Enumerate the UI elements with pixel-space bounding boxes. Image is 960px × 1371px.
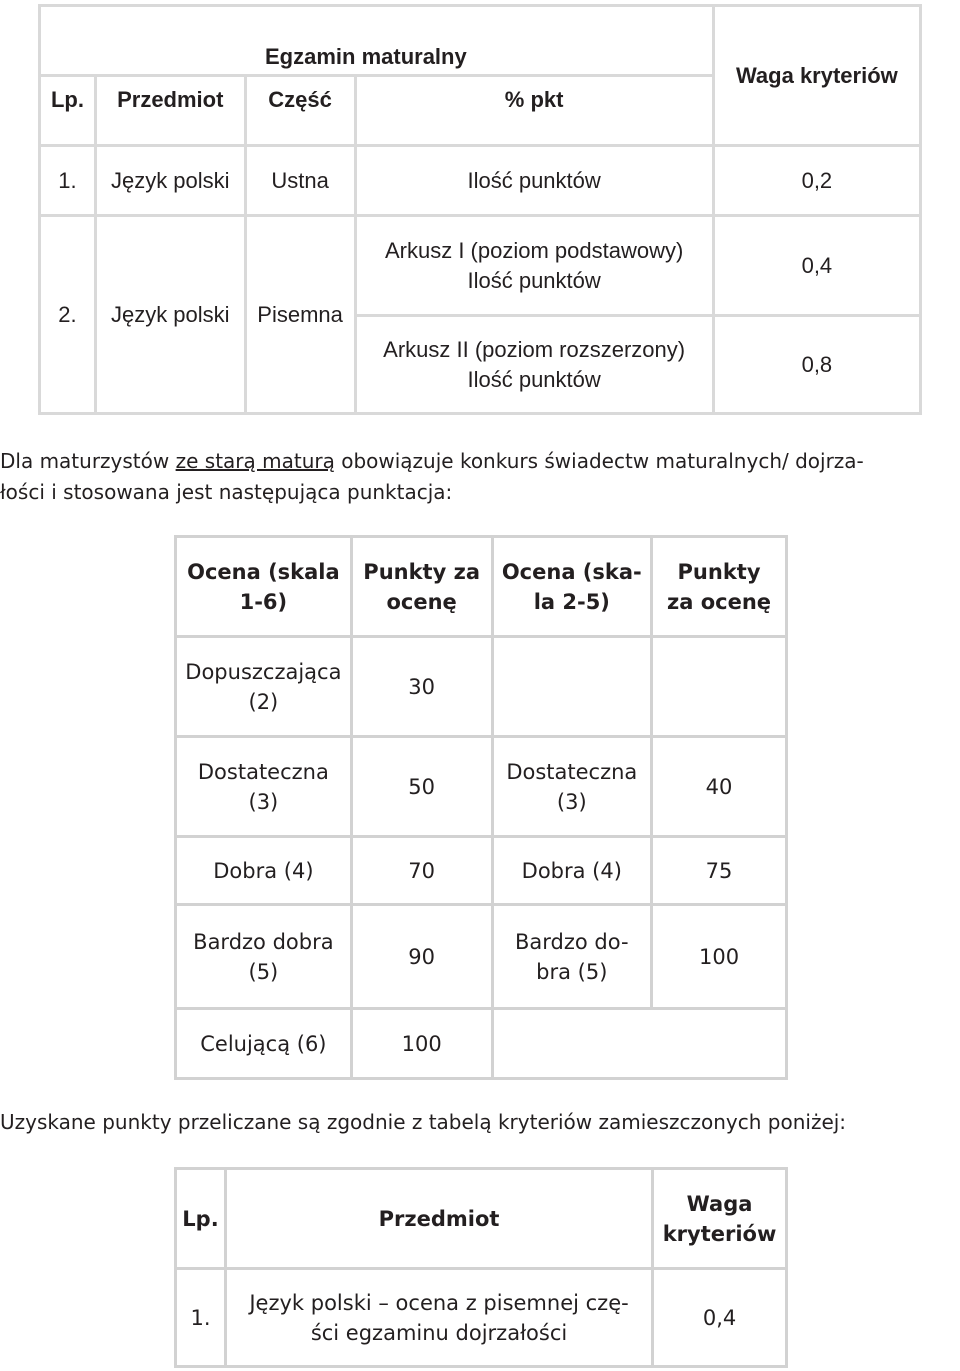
exam-header-group: Egzamin maturalny bbox=[40, 6, 714, 76]
subject-line: Język polski – ocena z pisemnej czę- bbox=[249, 1290, 629, 1315]
cell-line: Bardzo do- bbox=[515, 929, 629, 954]
grade-1-6 bbox=[176, 837, 352, 905]
row-part: Ustna bbox=[245, 146, 355, 216]
row-pct: Ilość punktów bbox=[355, 146, 713, 216]
grade-2-5 bbox=[492, 837, 652, 905]
col-header bbox=[176, 537, 352, 637]
col-header-subject: Przedmiot bbox=[225, 1169, 652, 1269]
header-line: Punkty bbox=[677, 559, 761, 584]
grade-1-6 bbox=[176, 637, 352, 737]
row-weight: 0,4 bbox=[653, 1269, 787, 1367]
sheet-pct: Ilość punktów bbox=[467, 366, 601, 392]
points-1-6: 90 bbox=[351, 905, 492, 1009]
header-line: kryteriów bbox=[662, 1221, 777, 1246]
table-row bbox=[176, 737, 787, 837]
text-span: obowiązuje konkurs świadectw maturalnych/ dojrza- bbox=[334, 449, 864, 473]
grade-2-5 bbox=[492, 1009, 652, 1079]
points-1-6: 50 bbox=[351, 737, 492, 837]
header-line: Waga bbox=[686, 1191, 753, 1216]
grade-points-table bbox=[174, 535, 788, 1080]
row-subject bbox=[225, 1269, 652, 1367]
col-header-part: Część bbox=[245, 76, 355, 146]
cell-line: bra (5) bbox=[536, 959, 608, 984]
grade-1-6 bbox=[176, 1009, 352, 1079]
paragraph-line bbox=[0, 446, 960, 477]
col-header-weight: Waga kryteriów bbox=[713, 6, 920, 146]
header-line: Ocena (skala bbox=[187, 559, 340, 584]
sheet-name: Arkusz I (poziom podstawowy) bbox=[384, 237, 684, 263]
row-lp: 1. bbox=[40, 146, 96, 216]
row-subject: Język polski bbox=[95, 216, 245, 414]
header-line: 1-6) bbox=[239, 589, 288, 614]
sheet-pct: Ilość punktów bbox=[467, 267, 601, 293]
points-1-6: 100 bbox=[351, 1009, 492, 1079]
cell-line: Dobra (4) bbox=[213, 858, 314, 883]
grade-2-5 bbox=[492, 737, 652, 837]
text-span: Dla maturzystów bbox=[0, 449, 176, 473]
grade-2-5 bbox=[492, 637, 652, 737]
cell-line: Bardzo dobra bbox=[193, 929, 334, 954]
cell-line: (5) bbox=[248, 959, 279, 984]
cell-line: (2) bbox=[248, 689, 279, 714]
paragraph-line: łości i stosowana jest następująca punktacja: bbox=[0, 480, 453, 504]
table-row bbox=[176, 1269, 787, 1367]
weight-table bbox=[174, 1167, 788, 1368]
table-row bbox=[40, 146, 921, 216]
col-header-weight bbox=[653, 1169, 787, 1269]
col-header-subject: Przedmiot bbox=[95, 76, 245, 146]
row-lp: 1. bbox=[176, 1269, 226, 1367]
table-row bbox=[176, 1009, 787, 1079]
points-2-5: 75 bbox=[652, 837, 787, 905]
table-row bbox=[40, 216, 921, 316]
row-part: Pisemna bbox=[245, 216, 355, 414]
col-header bbox=[351, 537, 492, 637]
cell-line: (3) bbox=[248, 789, 279, 814]
col-header bbox=[492, 537, 652, 637]
col-header bbox=[652, 537, 787, 637]
intro-paragraph bbox=[0, 446, 960, 508]
cell-line: Dostateczna bbox=[197, 759, 329, 784]
row-weight: 0,2 bbox=[713, 146, 920, 216]
table-row bbox=[176, 637, 787, 737]
grade-2-5 bbox=[492, 905, 652, 1009]
cell-line: Celującą (6) bbox=[200, 1031, 327, 1056]
points-2-5 bbox=[652, 637, 787, 737]
points-2-5: 40 bbox=[652, 737, 787, 837]
points-2-5 bbox=[652, 1009, 787, 1079]
points-2-5: 100 bbox=[652, 905, 787, 1009]
cell-line: Dobra (4) bbox=[521, 858, 622, 883]
header-line: Punkty za bbox=[363, 559, 480, 584]
table-row bbox=[176, 837, 787, 905]
header-line: la 2-5) bbox=[533, 589, 610, 614]
col-header-lp: Lp. bbox=[40, 76, 96, 146]
col-header-lp: Lp. bbox=[176, 1169, 226, 1269]
points-1-6: 30 bbox=[351, 637, 492, 737]
sheet-weight: 0,8 bbox=[713, 316, 920, 414]
header-line: za ocenę bbox=[667, 589, 772, 614]
sheet-weight: 0,4 bbox=[713, 216, 920, 316]
cell-line: (3) bbox=[556, 789, 587, 814]
sheet-name: Arkusz II (poziom rozszerzony) bbox=[383, 336, 686, 362]
sheet-cell bbox=[355, 216, 713, 316]
row-subject: Język polski bbox=[95, 146, 245, 216]
grade-1-6 bbox=[176, 905, 352, 1009]
table-row bbox=[176, 905, 787, 1009]
cell-line: Dopuszczająca bbox=[185, 659, 342, 684]
exam-criteria-table bbox=[38, 4, 922, 415]
points-1-6: 70 bbox=[351, 837, 492, 905]
conversion-paragraph: Uzyskane punkty przeliczane są zgodnie z tabelą kryteriów zamieszczonych poniżej: bbox=[0, 1110, 847, 1134]
header-line: Ocena (ska- bbox=[501, 559, 642, 584]
grade-1-6 bbox=[176, 737, 352, 837]
subject-line: ści egzaminu dojrzałości bbox=[310, 1320, 568, 1345]
header-line: ocenę bbox=[386, 589, 457, 614]
underlined-text: ze starą maturą bbox=[175, 449, 335, 473]
col-header-pct: % pkt bbox=[355, 76, 713, 146]
cell-line: Dostateczna bbox=[506, 759, 638, 784]
row-lp: 2. bbox=[40, 216, 96, 414]
sheet-cell bbox=[355, 316, 713, 414]
